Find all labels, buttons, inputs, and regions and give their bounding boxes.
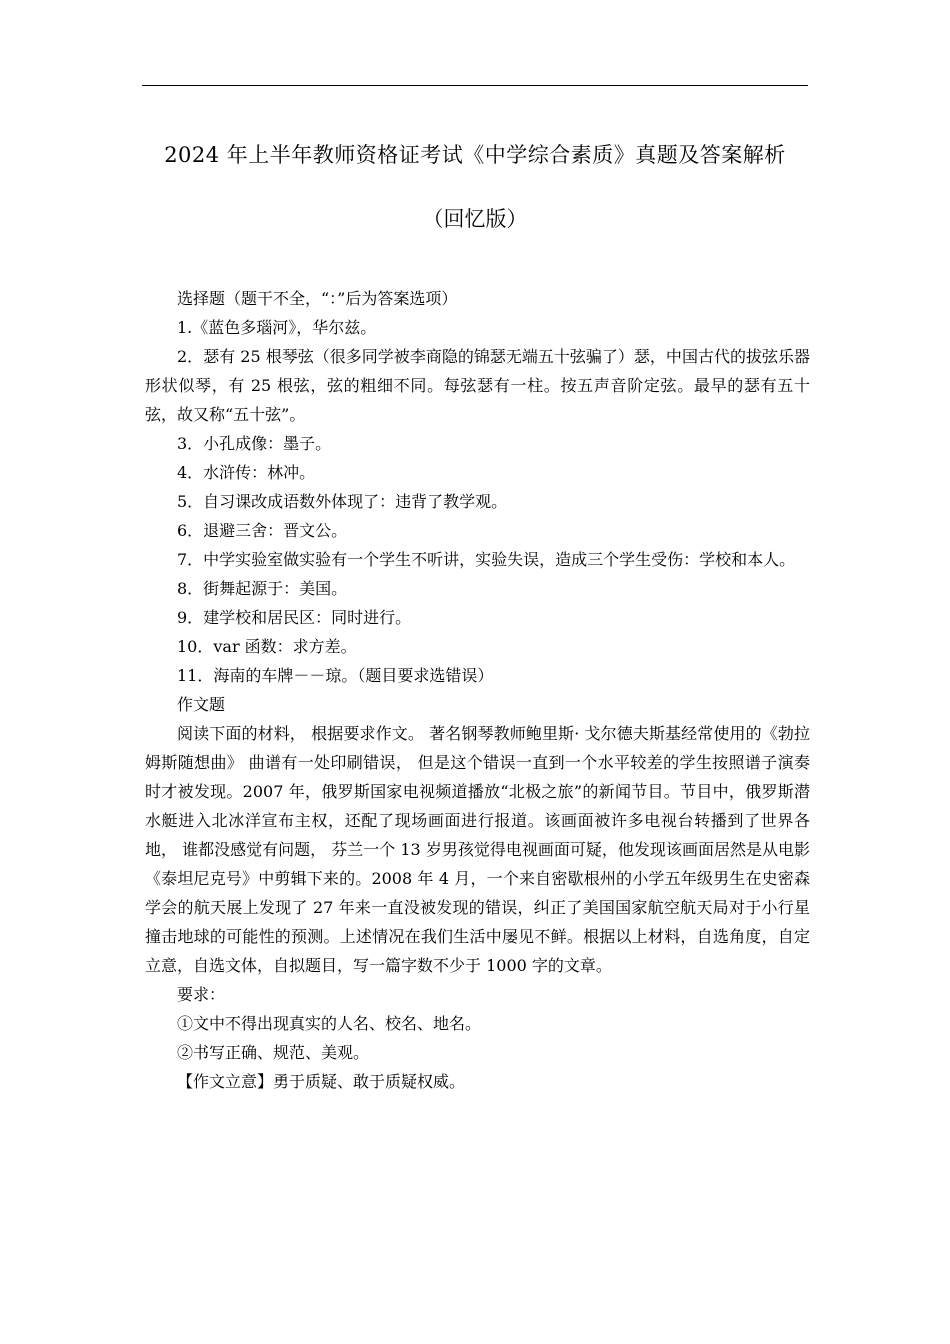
question-item: 10．var 函数：求方差。 bbox=[177, 637, 357, 656]
requirement-item: ①文中不得出现真实的人名、校名、地名。 bbox=[177, 1014, 482, 1033]
essay-theme: 【作文立意】勇于质疑、敢于质疑权威。 bbox=[177, 1072, 466, 1091]
section-heading-essay: 作文题 bbox=[177, 695, 226, 714]
question-item: 9．建学校和居民区：同时进行。 bbox=[177, 608, 412, 627]
header-rule bbox=[142, 85, 808, 86]
question-item: 8．街舞起源于：美国。 bbox=[177, 579, 348, 598]
question-item: 7．中学实验室做实验有一个学生不听讲，实验失误，造成三个学生受伤：学校和本人。 bbox=[177, 550, 796, 569]
question-item: 4．水浒传：林冲。 bbox=[177, 463, 316, 482]
question-item: 6．退避三舍：晋文公。 bbox=[177, 521, 348, 540]
document-body bbox=[145, 284, 810, 1096]
section-heading-choice: 选择题（题干不全，“：”后为答案选项） bbox=[177, 289, 458, 308]
requirement-item: ②书写正确、规范、美观。 bbox=[177, 1043, 370, 1062]
question-item: 5．自习课改成语数外体现了：违背了教学观。 bbox=[177, 492, 508, 511]
requirements-heading: 要求： bbox=[177, 985, 226, 1004]
question-item: 1.《蓝色多瑙河》，华尔兹。 bbox=[177, 318, 377, 337]
essay-material: 阅读下面的材料， 根据要求作文。 著名钢琴教师鲍里斯· 戈尔德夫斯基经常使用的《勃拉姆斯随想曲》 曲谱有一处印刷错误， 但是这个错误一直到一个水平较差的学生按照谱子演奏时才被发现。2007 年，俄罗斯国家电视频道播放“北极之旅”的新闻节目。节目中，俄罗斯潜水艇进入北冰洋宣布主权，还配了现场画面进行报道。该画面被许多电视台转播到了世界各地， 谁都没感觉有问题， 芬兰一个 13 岁男孩觉得电视画面可疑，他发现该画面居然是从电影《泰坦尼克号》中剪辑下来的。2008 年 4 月，一个来自密歇根州的小学五年级男生在史密森学会的航天展上发现了 27 年来一直没被发现的错误，纠正了美国国家航空航天局对于小行星撞击地球的可能性的预测。上述情况在我们生活中屡见不鲜。根据以上材料，自选角度，自定立意，自选文体，自拟题目，写一篇字数不少于 1000 字的文章。 bbox=[145, 724, 810, 975]
question-item: 2．瑟有 25 根琴弦（很多同学被李商隐的锦瑟无端五十弦骗了）瑟，中国古代的拔弦乐器形状似琴，有 25 根弦，弦的粗细不同。每弦瑟有一柱。按五声音阶定弦。最早的瑟有五十弦，故又称“五十弦”。 bbox=[145, 347, 810, 424]
document-subtitle: （回忆版） bbox=[422, 207, 528, 231]
document-title: 2024 年上半年教师资格证考试《中学综合素质》真题及答案解析 bbox=[164, 143, 786, 167]
question-item: 3．小孔成像：墨子。 bbox=[177, 434, 332, 453]
question-item: 11．海南的车牌－－琼。（题目要求选错误） bbox=[177, 666, 494, 685]
